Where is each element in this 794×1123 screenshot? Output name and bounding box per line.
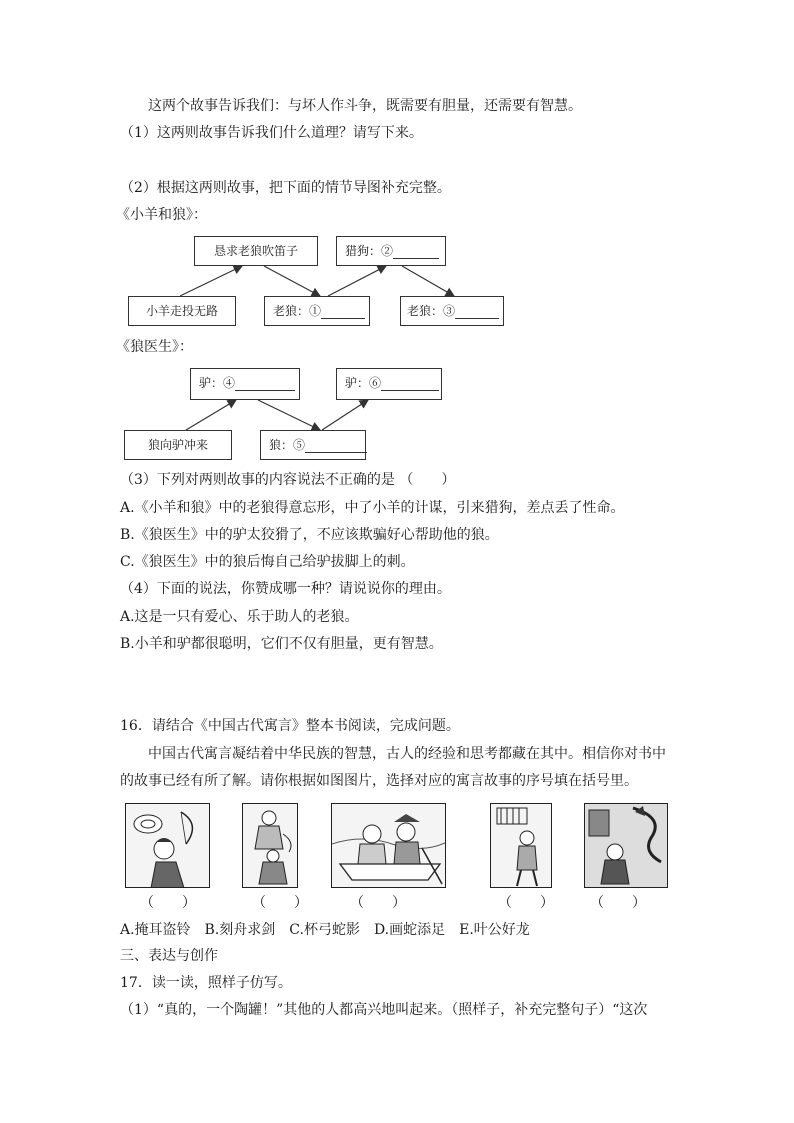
question-4: （4）下面的说法，你赞成哪一种？请说说你的理由。 <box>120 581 451 597</box>
question-16: 16．请结合《中国古代寓言》整本书阅读，完成问题。 <box>120 718 460 734</box>
picture-figures <box>242 803 298 888</box>
story1-title: 《小羊和狼》： <box>116 207 207 223</box>
picture-cup-bow <box>125 803 210 888</box>
dragon-illustration <box>585 804 668 888</box>
question-17-1: （1）“真的，一个陶罐！”其他的人都高兴地叫起来。（照样子，补充完整句子）“这次 <box>120 1002 648 1018</box>
story2-box-donkey4: 驴：④ <box>190 368 300 400</box>
q4-option-a: A.这是一只有爱心、乐于助人的老狼。 <box>120 609 359 625</box>
question-3: （3）下列对两则故事的内容说法不正确的是 （ ） <box>120 472 456 488</box>
answer-paren-1[interactable]: （ ） <box>140 895 196 911</box>
picture-bell <box>490 803 552 888</box>
q3-option-a: A.《小羊和狼》中的老狼得意忘形，中了小羊的计谋，引来猎狗，差点丢了性命。 <box>120 500 625 516</box>
section-3-heading: 三、表达与创作 <box>120 948 218 964</box>
q16-paragraph-2: 的故事已经有所了解。请你根据如图图片，选择对应的寓言故事的序号填在括号里。 <box>120 773 638 789</box>
story1-box-hound: 猎狗：② <box>336 236 446 266</box>
q3-option-b: B.《狼医生》中的驴太狡猾了，不应该欺骗好心帮助他的狼。 <box>120 527 499 543</box>
picture-boat <box>331 803 446 888</box>
bell-thief-illustration <box>491 804 552 888</box>
answer-paren-4[interactable]: （ ） <box>498 895 554 911</box>
q16-paragraph-1: 中国古代寓言凝结着中华民族的智慧，古人的经验和思考都藏在其中。相信你对书中 <box>148 746 666 762</box>
question-2: （2）根据这两则故事，把下面的情节导图补充完整。 <box>120 180 451 196</box>
q4-option-b: B.小羊和驴都很聪明，它们不仅有胆量，更有智慧。 <box>120 636 443 652</box>
boat-illustration <box>332 804 446 888</box>
question-1: （1）这两则故事告诉我们什么道理？请写下来。 <box>120 125 423 141</box>
story2-box-wolf5: 狼：⑤ <box>260 430 366 460</box>
q16-options: A.掩耳盗铃 B.刻舟求剑 C.杯弓蛇影 D.画蛇添足 E.叶公好龙 <box>120 922 530 938</box>
story1-box-wolf3: 老狼：③ <box>400 296 504 326</box>
story2-box-donkey6: 驴：⑥ <box>336 368 442 400</box>
story1-box-plead: 恳求老狼吹笛子 <box>194 236 318 266</box>
story2-box-wolf-charge: 狼向驴冲来 <box>124 430 232 460</box>
question-17: 17．读一读，照样子仿写。 <box>120 975 292 991</box>
answer-paren-3[interactable]: （ ） <box>350 895 406 911</box>
intro-line: 这两个故事告诉我们：与坏人作斗争，既需要有胆量，还需要有智慧。 <box>148 98 582 114</box>
answer-paren-5[interactable]: （ ） <box>590 895 646 911</box>
person-cup-illustration <box>126 804 210 888</box>
figures-illustration <box>243 804 298 888</box>
story2-title: 《狼医生》： <box>116 339 193 355</box>
q3-option-c: C.《狼医生》中的狼后悔自己给驴拔脚上的刺。 <box>120 554 415 570</box>
answer-paren-2[interactable]: （ ） <box>252 895 308 911</box>
story1-box-lamb: 小羊走投无路 <box>128 296 236 326</box>
story1-box-wolf1: 老狼：① <box>264 296 370 326</box>
picture-dragon <box>584 803 668 888</box>
